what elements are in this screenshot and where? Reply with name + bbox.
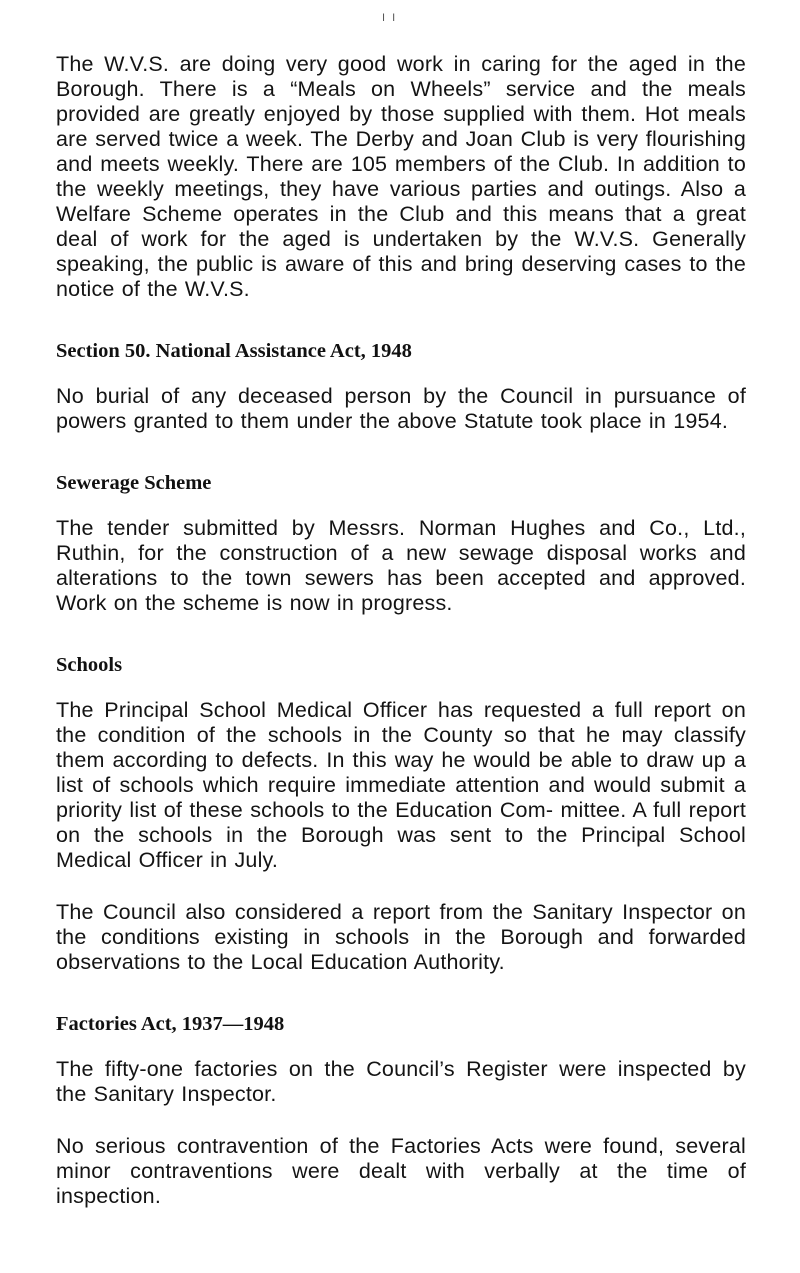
intro-paragraph: The W.V.S. are doing very good work in caring for the aged in the Borough. There is a “Meals on Wheels” service and the meals provided are greatly enjoyed by those supplied with them. Hot meals are served twice a week. The Derby and Joan Club is very flourishing and meets weekly. There are 105 members of the Club. In addition to the weekly meetings, they have various parties and outings. Also a Welfare Scheme operates in the Club and this means that a great deal of work for the aged is undertaken by the W.V.S. Generally speaking, the public is aware of this and bring deserving cases to the notice of the W.V.S. <box>56 52 746 301</box>
section-heading: Schools <box>56 654 123 676</box>
section-paragraph: The Principal School Medical Officer has requested a full report on the condition of the schools in the County so that he may classify them according to defects. In this way he would be able to draw up a list of schools which require immediate attention and would submit a priority list of these schools to the Education Com- mittee. A full report on the schools in the Borough was sent to the Principal School Medical Officer in July. <box>56 698 746 872</box>
section-factories-act <box>56 1012 746 1209</box>
section-heading: Sewerage Scheme <box>56 472 212 494</box>
section-national-assistance-act <box>56 339 746 434</box>
section-schools <box>56 653 746 975</box>
section-paragraph: No serious contravention of the Factories Acts were found, several minor contraventions were dealt with verbally at the time of inspection. <box>56 1134 746 1208</box>
section-heading: Factories Act, 1937—1948 <box>56 1013 285 1035</box>
section-paragraph: The Council also considered a report from the Sanitary Inspector on the conditions existing in schools in the Borough and forwarded observations to the Local Education Authority. <box>56 900 746 974</box>
section-paragraph: The tender submitted by Messrs. Norman Hughes and Co., Ltd., Ruthin, for the construction of a new sewage disposal works and alterations to the town sewers has been accepted and approved. Work on the scheme is now in progress. <box>56 516 746 615</box>
section-paragraph: No burial of any deceased person by the Council in pursuance of powers granted to them under the above Statute took place in 1954. <box>56 384 746 433</box>
section-paragraph: The fifty-one factories on the Council’s Register were inspected by the Sanitary Inspector. <box>56 1057 746 1106</box>
document-page <box>56 52 746 1209</box>
page-folio-mark: I I <box>382 12 398 24</box>
section-sewerage-scheme <box>56 471 746 616</box>
section-heading: Section 50. National Assistance Act, 1948 <box>56 340 412 362</box>
